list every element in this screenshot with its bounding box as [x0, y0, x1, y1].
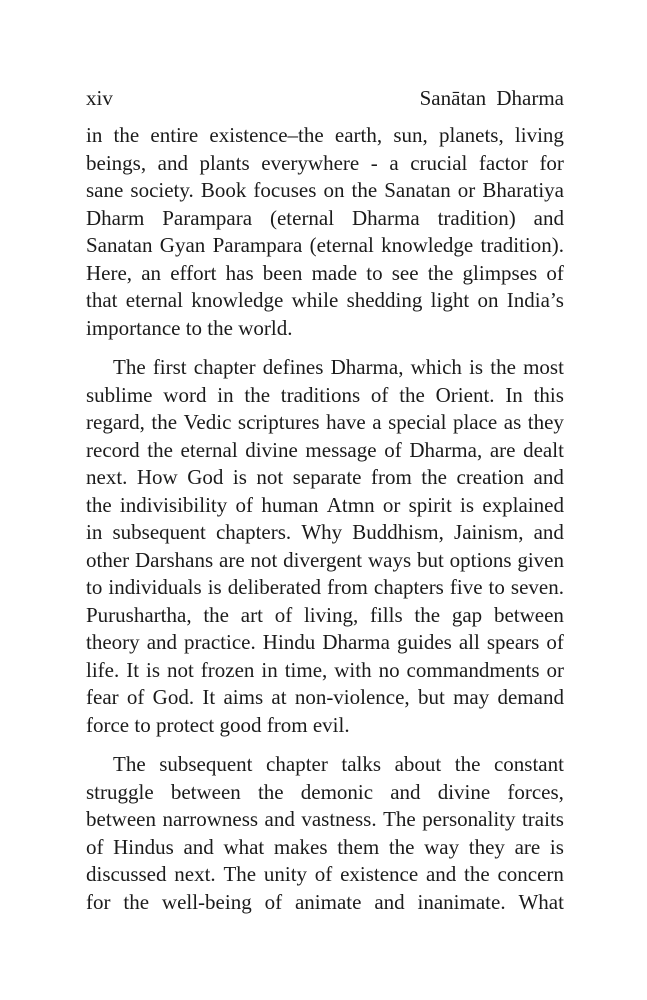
- word: struggle: [86, 779, 154, 804]
- text-line: [86, 150, 564, 178]
- word: they: [527, 410, 564, 434]
- word: knowledge: [381, 233, 474, 257]
- word: is: [146, 657, 161, 682]
- word: the: [421, 465, 447, 489]
- word: divine: [245, 437, 298, 462]
- word: Sanatan: [384, 178, 451, 202]
- word: tradition).: [480, 233, 564, 257]
- word: and: [374, 889, 405, 914]
- word: them: [337, 834, 380, 859]
- page-body: [86, 122, 564, 916]
- word: regard,: [86, 410, 145, 434]
- word: way: [424, 834, 460, 859]
- word: explained: [482, 492, 564, 517]
- word: India’s: [506, 288, 564, 312]
- word: discussed: [86, 862, 167, 886]
- word: while: [291, 288, 339, 312]
- word: What: [518, 889, 564, 914]
- word: sun,: [393, 123, 428, 147]
- word: separate: [292, 465, 362, 489]
- word: and: [264, 807, 295, 831]
- word: theory: [86, 630, 140, 654]
- word: and: [533, 465, 564, 489]
- word: Book: [200, 178, 247, 202]
- word: the: [427, 260, 454, 285]
- word: In: [505, 382, 523, 407]
- word: have: [326, 410, 366, 434]
- word: eternal: [180, 437, 238, 462]
- word: in: [261, 657, 278, 682]
- word: the: [244, 382, 271, 407]
- word: of: [370, 382, 389, 407]
- word: of: [274, 602, 293, 627]
- text-line: [86, 779, 564, 807]
- word: The: [113, 752, 146, 776]
- word: or: [546, 657, 564, 682]
- word: (eternal: [309, 233, 374, 257]
- word: to: [366, 260, 383, 285]
- word: other: [86, 547, 130, 572]
- word: planets,: [438, 123, 504, 147]
- word: Hindus: [113, 834, 174, 859]
- word: tradition): [437, 205, 516, 230]
- word: between: [493, 602, 564, 627]
- word: aims: [223, 685, 264, 709]
- word: It: [126, 657, 140, 682]
- word: dealt: [523, 437, 564, 462]
- word: chapter: [266, 752, 328, 776]
- word: creation: [456, 465, 525, 489]
- word: How: [136, 465, 178, 489]
- word: crucial: [410, 150, 468, 175]
- word: the: [257, 779, 284, 804]
- word: in: [86, 520, 103, 544]
- text-line: [86, 547, 564, 575]
- word: -: [370, 150, 378, 175]
- word: living: [514, 123, 564, 147]
- word: what: [223, 834, 265, 859]
- word: is: [549, 834, 564, 859]
- word: to: [488, 575, 505, 599]
- word: special: [388, 410, 447, 434]
- word: sane: [86, 178, 124, 202]
- word: chapter: [193, 355, 256, 379]
- word: that: [86, 288, 118, 312]
- word: Dharma: [352, 205, 420, 230]
- word: about: [394, 752, 442, 776]
- word: of: [314, 862, 333, 886]
- word: or: [382, 492, 401, 517]
- word: an: [141, 260, 162, 285]
- word: all: [458, 630, 480, 654]
- word: Dharma,: [409, 437, 483, 462]
- word: unity: [263, 862, 308, 886]
- word: are: [514, 834, 541, 859]
- word: knowledge: [191, 288, 284, 312]
- word: of: [264, 889, 283, 914]
- word: and: [146, 630, 178, 654]
- word: seven.: [510, 575, 564, 599]
- text-line: [86, 519, 564, 547]
- word: practice.: [184, 630, 256, 654]
- paragraph: [86, 354, 564, 739]
- word: the: [123, 889, 150, 914]
- word: life.: [86, 657, 120, 682]
- word: human: [261, 492, 319, 517]
- word: has: [225, 260, 254, 285]
- word: of: [235, 492, 254, 517]
- word: is: [460, 492, 475, 517]
- word: which: [410, 355, 462, 379]
- text-line: [86, 260, 564, 288]
- word: Darshans: [135, 547, 214, 572]
- text-line: [86, 889, 564, 917]
- word: gap: [451, 602, 483, 627]
- word: personality: [422, 807, 516, 831]
- word: frozen: [200, 657, 255, 682]
- word: The: [383, 807, 416, 831]
- word: Sanatan: [86, 233, 153, 257]
- word: demand: [497, 685, 564, 709]
- word: inanimate.: [417, 889, 506, 914]
- word: the: [113, 123, 140, 147]
- word: the: [388, 834, 415, 859]
- word: traditions: [280, 382, 361, 407]
- text-line: [86, 122, 564, 150]
- word: Dharma,: [330, 355, 404, 379]
- text-line: [86, 861, 564, 889]
- word: not: [250, 547, 278, 572]
- word: are: [489, 437, 516, 462]
- word: constant: [493, 752, 564, 776]
- text-line: [86, 205, 564, 233]
- word: Why: [301, 520, 343, 544]
- word: glimpses: [462, 260, 538, 285]
- word: subsequent: [112, 520, 206, 544]
- word: time,: [284, 657, 328, 682]
- word: not: [256, 465, 284, 489]
- word: first: [152, 355, 187, 379]
- word: narrowness: [162, 807, 259, 831]
- text-line: [86, 657, 564, 685]
- word: living,: [303, 602, 359, 627]
- word: and: [390, 779, 421, 804]
- word: Hindu: [262, 630, 316, 654]
- word: The: [113, 355, 146, 379]
- word: deliberated: [227, 575, 322, 599]
- word: concern: [497, 862, 564, 886]
- word: commandments: [406, 657, 540, 682]
- word: Gyan: [159, 233, 206, 257]
- word: individuals: [108, 575, 202, 599]
- text-line: [86, 602, 564, 630]
- word: Parampara: [212, 233, 303, 257]
- word: Purushartha,: [86, 602, 192, 627]
- word: next.: [86, 465, 128, 489]
- word: shedding: [346, 288, 423, 312]
- word: the: [464, 862, 490, 886]
- word: Jainism,: [454, 520, 524, 544]
- word: to: [86, 575, 103, 599]
- word: from: [370, 465, 412, 489]
- page-header: [86, 87, 564, 109]
- word: earth,: [334, 123, 383, 147]
- word: entire: [150, 123, 199, 147]
- text-line: [86, 287, 564, 315]
- running-head-title: Sanātan Dharma: [419, 86, 564, 110]
- word: The: [223, 862, 257, 886]
- word: most: [523, 355, 564, 379]
- word: eternal: [125, 288, 183, 312]
- text-line: [86, 382, 564, 410]
- word: God.: [152, 685, 195, 709]
- word: Orient.: [435, 382, 495, 407]
- word: chapters: [373, 575, 444, 599]
- word: traits: [521, 807, 564, 831]
- word: It: [202, 685, 216, 709]
- word: light: [430, 288, 470, 312]
- paragraph: [86, 751, 564, 916]
- text-line: [86, 354, 564, 382]
- word: a: [389, 150, 399, 175]
- word: in: [86, 123, 103, 147]
- word: Here,: [86, 260, 133, 285]
- word: but: [417, 685, 445, 709]
- word: everywhere: [261, 150, 360, 175]
- word: given: [517, 547, 564, 572]
- word: this: [533, 382, 564, 407]
- word: options: [449, 547, 512, 572]
- word: vastness.: [301, 807, 377, 831]
- word: Vedic: [183, 410, 232, 434]
- paragraph: [86, 122, 564, 342]
- word: five: [449, 575, 483, 599]
- text-line: [86, 806, 564, 834]
- text-line: [86, 177, 564, 205]
- word: at: [271, 685, 287, 709]
- text-line: importance to the world.: [86, 315, 293, 340]
- text-line: [86, 464, 564, 492]
- word: Atmn: [326, 492, 375, 517]
- word: place: [452, 410, 498, 434]
- word: may: [453, 685, 490, 709]
- word: the: [203, 602, 229, 627]
- word: talks: [341, 752, 382, 776]
- word: society.: [130, 178, 194, 202]
- word: is: [207, 575, 222, 599]
- text-line: [86, 574, 564, 602]
- word: for: [539, 150, 564, 175]
- word: the: [454, 752, 481, 776]
- word: subsequent: [159, 752, 253, 776]
- word: between: [170, 779, 241, 804]
- word: the: [490, 355, 516, 379]
- word: see: [391, 260, 419, 285]
- word: sublime: [86, 382, 153, 407]
- word: non-violence,: [294, 685, 410, 709]
- word: but: [416, 547, 444, 572]
- word: as: [503, 410, 522, 434]
- text-line: force to protect good from evil.: [86, 712, 350, 737]
- word: they: [468, 834, 505, 859]
- word: spirit: [408, 492, 452, 517]
- word: of: [546, 630, 564, 654]
- word: animate: [294, 889, 362, 914]
- word: is: [469, 355, 484, 379]
- word: a: [372, 410, 382, 434]
- word: Parampara: [162, 205, 253, 230]
- word: Bharatiya: [482, 178, 564, 202]
- text-line: [86, 409, 564, 437]
- word: of: [126, 685, 145, 709]
- text-line: [86, 834, 564, 862]
- word: on: [323, 178, 345, 202]
- word: factor: [478, 150, 528, 175]
- word: record: [86, 437, 140, 462]
- text-line: [86, 232, 564, 260]
- word: next.: [174, 862, 216, 886]
- text-line: [86, 751, 564, 779]
- text-line: [86, 437, 564, 465]
- word: Buddhism,: [352, 520, 444, 544]
- word: forces,: [507, 779, 564, 804]
- text-line: [86, 629, 564, 657]
- word: existence–the: [209, 123, 324, 147]
- word: word: [163, 382, 207, 407]
- word: makes: [273, 834, 328, 859]
- word: and: [533, 205, 564, 230]
- word: chapters.: [215, 520, 292, 544]
- word: and: [533, 520, 564, 544]
- word: ways: [367, 547, 412, 572]
- word: between: [86, 807, 156, 831]
- word: is: [232, 465, 247, 489]
- word: fills: [369, 602, 403, 627]
- word: message: [305, 437, 377, 462]
- word: and: [157, 150, 188, 175]
- word: of: [86, 834, 104, 859]
- word: divergent: [283, 547, 363, 572]
- word: well-being: [161, 889, 252, 914]
- word: guides: [396, 630, 452, 654]
- word: Dharm: [86, 205, 145, 230]
- word: defines: [262, 355, 324, 379]
- word: for: [86, 889, 111, 914]
- word: fear: [86, 685, 119, 709]
- word: scriptures: [237, 410, 320, 434]
- word: demonic: [300, 779, 374, 804]
- word: on: [477, 288, 499, 312]
- word: divine: [437, 779, 491, 804]
- word: Dharma: [322, 630, 390, 654]
- word: God: [187, 465, 224, 489]
- word: been: [262, 260, 303, 285]
- word: from: [327, 575, 368, 599]
- word: the: [147, 437, 173, 462]
- word: are: [219, 547, 245, 572]
- word: or: [457, 178, 476, 202]
- word: beings,: [86, 150, 147, 175]
- word: the: [414, 602, 441, 627]
- word: the: [351, 178, 378, 202]
- word: in: [217, 382, 234, 407]
- word: indivisibility: [119, 492, 228, 517]
- word: made: [311, 260, 358, 285]
- word: no: [378, 657, 400, 682]
- word: of: [384, 437, 402, 462]
- word: art: [240, 602, 263, 627]
- page-number: xiv: [86, 86, 113, 110]
- word: existence: [340, 862, 419, 886]
- text-line: [86, 492, 564, 520]
- word: of: [546, 260, 564, 285]
- text-line: [86, 684, 564, 712]
- word: the: [151, 410, 178, 434]
- word: with: [334, 657, 372, 682]
- word: spears: [486, 630, 540, 654]
- word: focuses: [253, 178, 317, 202]
- word: not: [166, 657, 194, 682]
- word: the: [86, 492, 112, 517]
- word: (eternal: [269, 205, 335, 230]
- word: and: [425, 862, 457, 886]
- word: effort: [170, 260, 217, 285]
- word: the: [399, 382, 425, 407]
- word: plants: [199, 150, 250, 175]
- word: and: [183, 834, 214, 859]
